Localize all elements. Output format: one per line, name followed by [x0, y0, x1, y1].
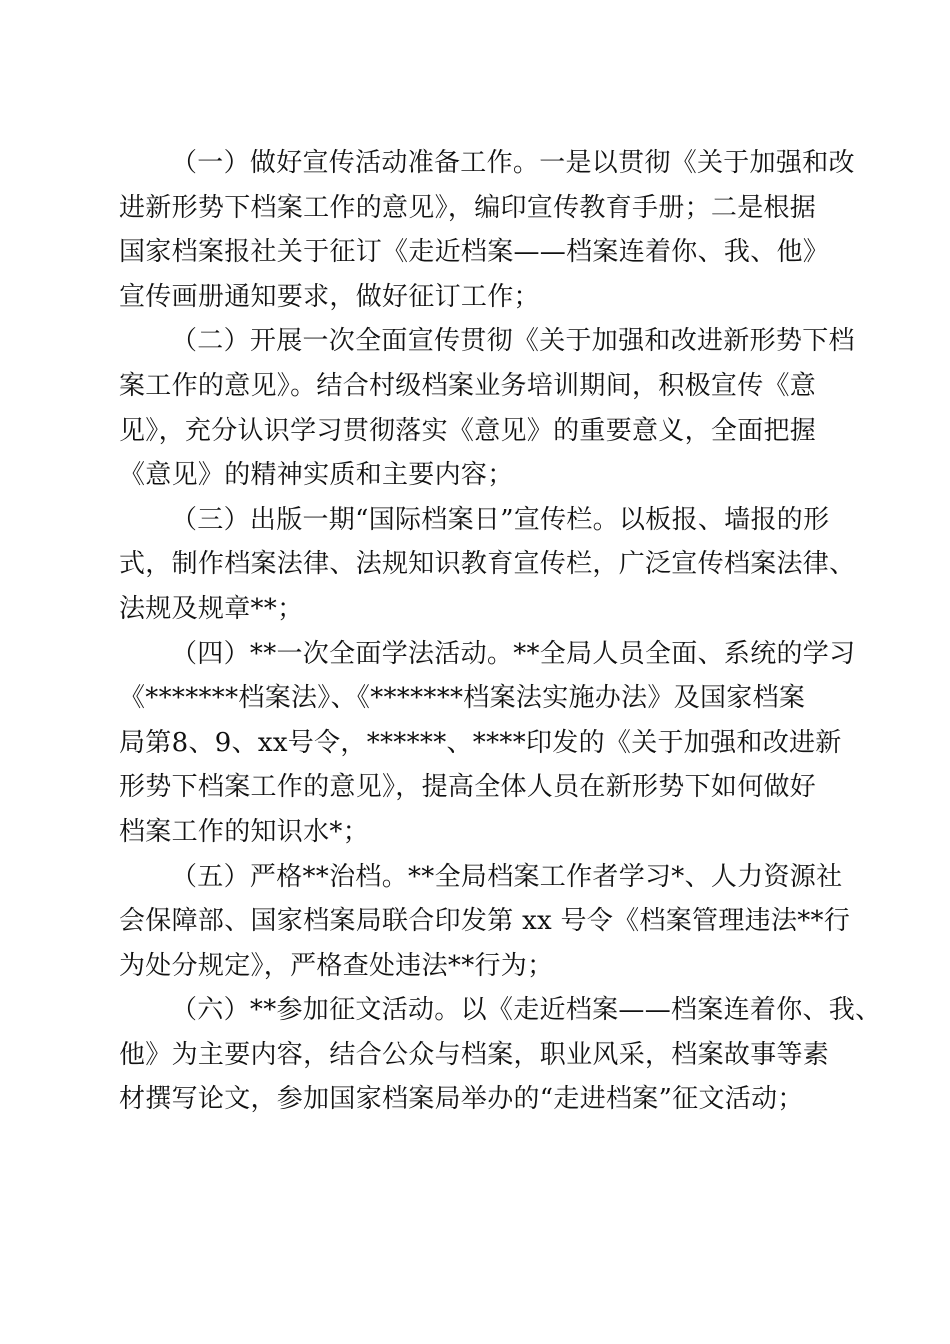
text-line: （四）**一次全面学法活动。**全局人员全面、系统的学习 [171, 638, 856, 669]
text-line: 国家档案报社关于征订《走近档案——档案连着你、我、他》 [119, 237, 830, 268]
paragraph [119, 855, 851, 989]
text-line: （三）出版一期“国际档案日”宣传栏。以板报、墙报的形 [171, 504, 830, 535]
text-line: 档案工作的知识水*； [119, 816, 370, 847]
text-line: （二）开展一次全面宣传贯彻《关于加强和改进新形势下档 [171, 326, 855, 357]
text-line: 《*******档案法》、《*******档案法实施办法》及国家档案 [119, 683, 806, 714]
text-line: 会保障部、国家档案局联合印发第 xx 号令《档案管理违法**行 [119, 906, 851, 937]
text-line: 他》为主要内容，结合公众与档案，职业风采，档案故事等素 [119, 1039, 830, 1070]
document-body [119, 141, 882, 1122]
text-line: 局第8、9、xx号令，******、****印发的《关于加强和改进新 [119, 727, 842, 758]
text-line: 式，制作档案法律、法规知识教育宣传栏，广泛宣传档案法律、 [119, 549, 856, 580]
text-line: 见》，充分认识学习贯彻落实《意见》的重要意义，全面把握 [119, 415, 817, 446]
paragraph [119, 141, 855, 319]
text-line: 形势下档案工作的意见》，提高全体人员在新形势下如何做好 [119, 772, 817, 803]
text-line: 案工作的意见》。结合村级档案业务培训期间，积极宣传《意 [119, 370, 817, 401]
text-line: 为处分规定》，严格查处违法**行为； [119, 950, 554, 981]
paragraph [119, 632, 856, 855]
paragraph [119, 498, 856, 632]
text-line: （五）严格**治档。**全局档案工作者学习*、人力资源社 [171, 861, 843, 892]
text-line: （一）做好宣传活动准备工作。一是以贯彻《关于加强和改 [171, 148, 855, 178]
paragraph [119, 319, 855, 497]
text-line: 进新形势下档案工作的意见》，编印宣传教育手册；二是根据 [119, 192, 817, 223]
text-line: （六）**参加征文活动。以《走近档案——档案连着你、我、 [171, 995, 882, 1026]
text-line: 法规及规章**； [119, 593, 304, 624]
text-line: 宣传画册通知要求，做好征订工作； [119, 281, 540, 312]
paragraph [119, 988, 882, 1122]
text-line: 材撰写论文，参加国家档案局举办的“走进档案”征文活动； [119, 1084, 804, 1115]
text-line: 《意见》的精神实质和主要内容； [119, 460, 514, 491]
